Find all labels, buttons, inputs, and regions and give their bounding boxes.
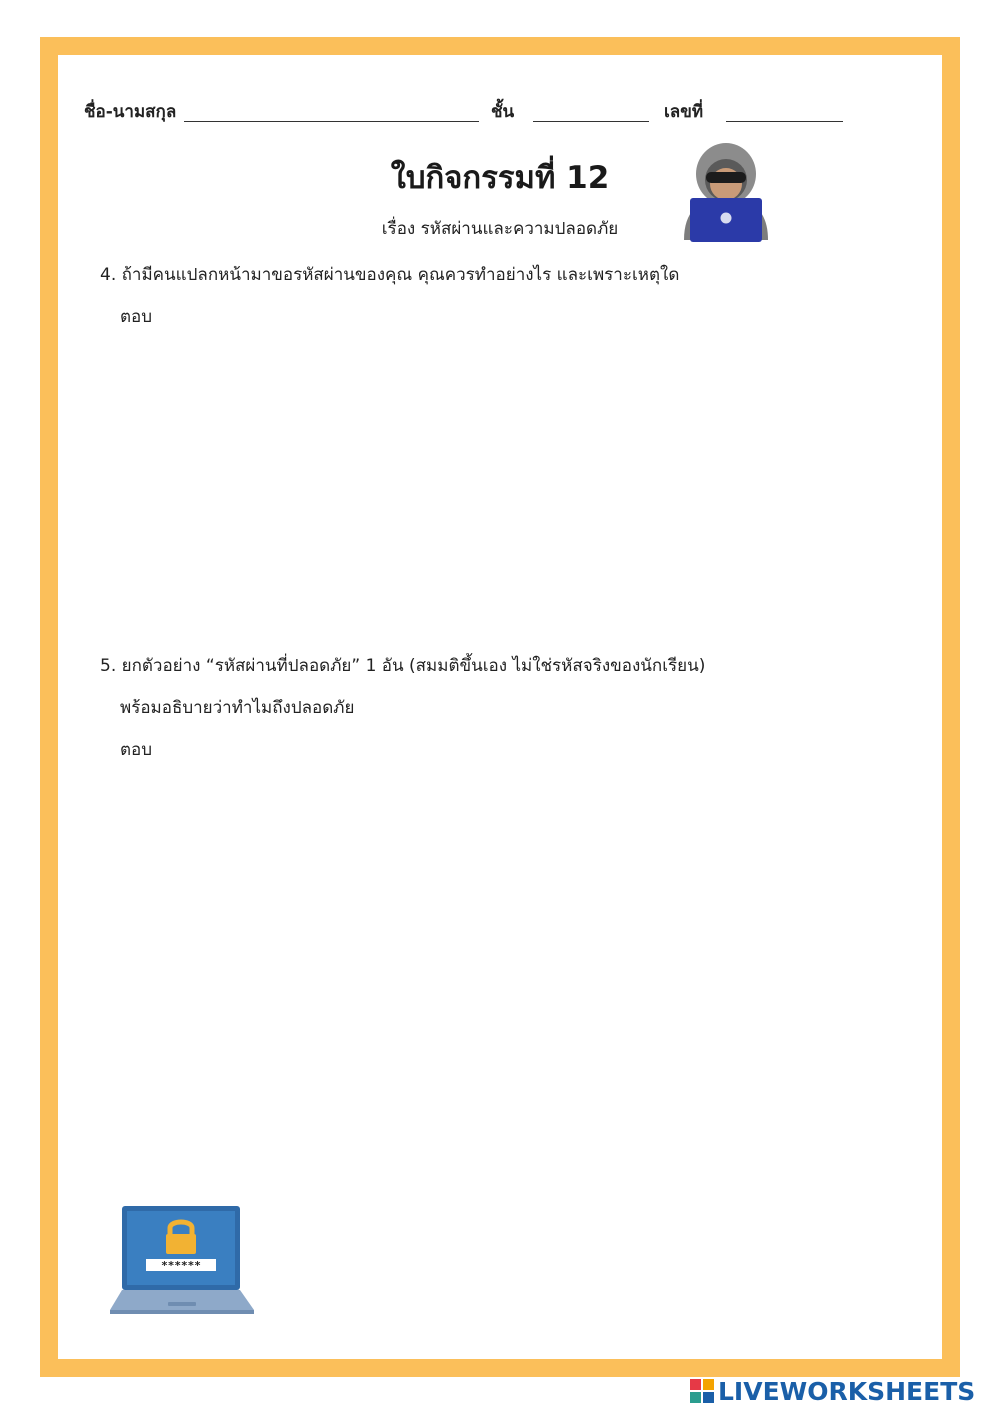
question-4-text: 4. ถ้ามีคนแปลกหน้ามาขอรหัสผ่านของคุณ คุณควรทำอย่างไร และเพราะเหตุใด — [100, 265, 680, 285]
question-5-text: 5. ยกตัวอย่าง “รหัสผ่านที่ปลอดภัย” 1 อัน (สมมติขึ้นเอง ไม่ใช่รหัสจริงของนักเรียน) — [100, 656, 706, 676]
name-field[interactable] — [184, 121, 479, 122]
page-title: ใบกิจกรรมที่ 12 — [390, 160, 610, 196]
class-label: ชั้น — [491, 102, 515, 122]
question-4-answer-label: ตอบ — [120, 307, 153, 327]
question-5-answer-label: ตอบ — [120, 740, 153, 760]
number-field[interactable] — [726, 121, 843, 122]
laptop-lock-icon — [108, 1204, 258, 1316]
hacker-icon — [676, 140, 776, 244]
page-subtitle: เรื่อง รหัสผ่านและความปลอดภัย — [381, 219, 619, 239]
question-5-text-line2: พร้อมอธิบายว่าทำไมถึงปลอดภัย — [120, 698, 355, 718]
password-mask: ****** — [161, 1259, 201, 1272]
class-field[interactable] — [533, 121, 649, 122]
brand-footer — [690, 1374, 975, 1408]
liveworksheets-logo — [690, 1379, 714, 1403]
number-label: เลขที่ — [664, 102, 704, 122]
brand-name: LIVEWORKSHEETS — [718, 1376, 976, 1406]
name-label: ชื่อ-นามสกุล — [84, 102, 177, 122]
